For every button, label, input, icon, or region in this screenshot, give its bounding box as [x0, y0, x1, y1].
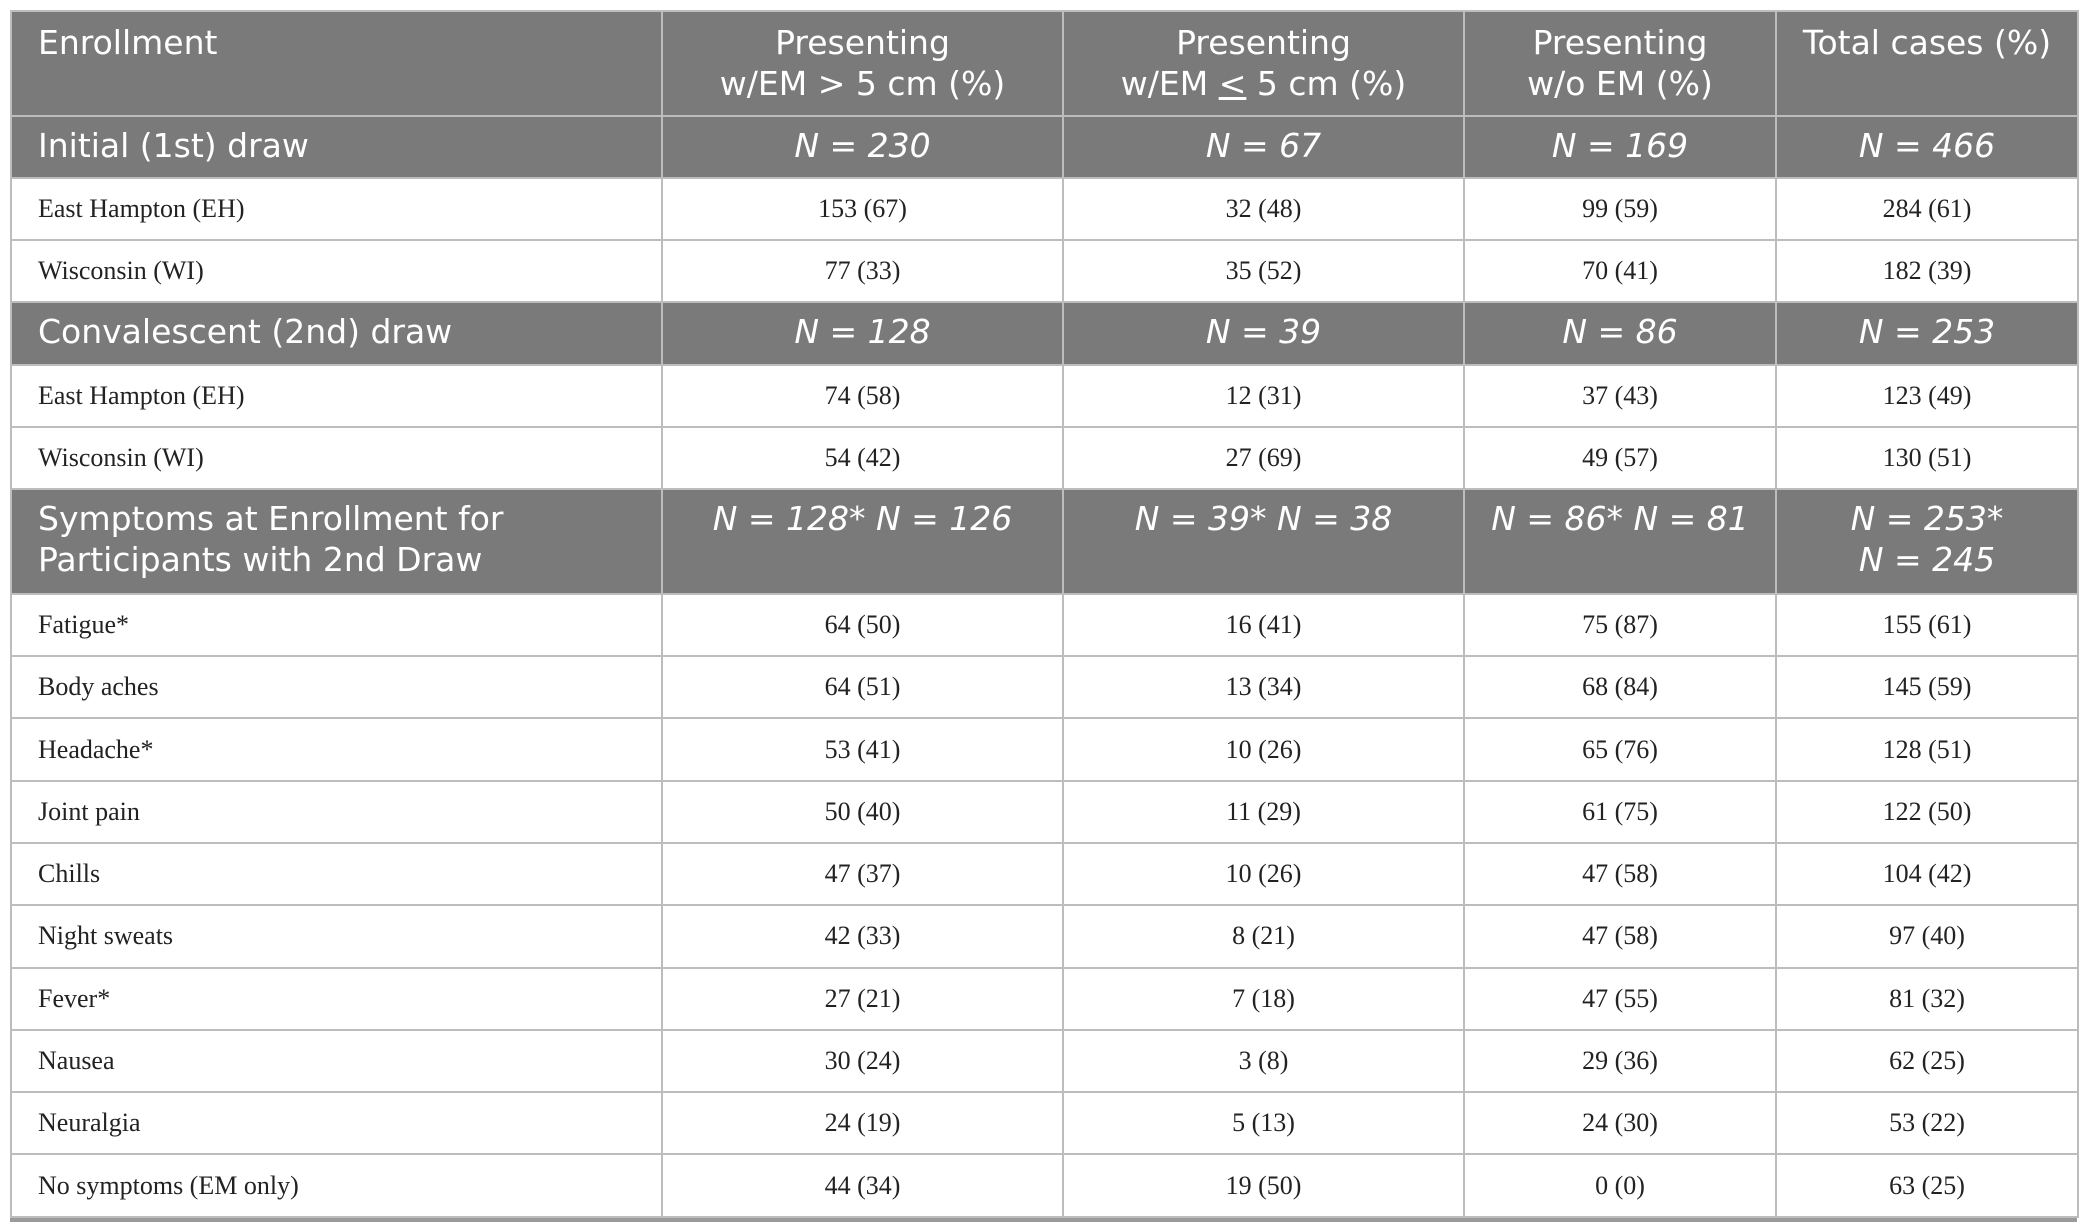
table-row — [11, 1030, 2078, 1092]
header-em-gt-5cm-line1: Presenting — [775, 23, 950, 62]
cell-value: 64 (50) — [662, 594, 1063, 656]
table-row — [11, 656, 2078, 718]
cell-value: 13 (34) — [1063, 656, 1464, 718]
section-label-line2: Participants with 2nd Draw — [38, 540, 483, 580]
cell-value: 68 (84) — [1464, 656, 1776, 718]
section-n-value: N = 39* N = 38 — [1063, 489, 1464, 594]
cell-value: 32 (48) — [1063, 178, 1464, 240]
row-label: Wisconsin (WI) — [11, 427, 662, 489]
header-em-gt-5cm-line2: w/EM > 5 cm (%) — [719, 64, 1006, 103]
cell-value: 10 (26) — [1063, 718, 1464, 780]
section-n-value: N = 230 — [662, 116, 1063, 178]
header-em-le-5cm-pre: w/EM — [1120, 64, 1219, 103]
header-em-le-5cm — [1063, 11, 1464, 116]
cell-value: 49 (57) — [1464, 427, 1776, 489]
row-label: Chills — [11, 843, 662, 905]
row-label: No symptoms (EM only) — [11, 1154, 662, 1217]
cell-value: 54 (42) — [662, 427, 1063, 489]
section-label — [11, 489, 662, 594]
cell-value: 75 (87) — [1464, 594, 1776, 656]
table-row — [11, 781, 2078, 843]
section-label: Convalescent (2nd) draw — [11, 302, 662, 364]
cell-value: 50 (40) — [662, 781, 1063, 843]
cell-value: 10 (26) — [1063, 843, 1464, 905]
cell-value: 104 (42) — [1776, 843, 2078, 905]
row-label: Neuralgia — [11, 1092, 662, 1154]
section-initial-draw — [11, 116, 2078, 178]
cell-value: 81 (32) — [1776, 968, 2078, 1030]
section-n-value-line1: N = 253* — [1850, 499, 2004, 539]
section-n-value: N = 39 — [1063, 302, 1464, 364]
cell-value: 284 (61) — [1776, 178, 2078, 240]
cell-value: 16 (41) — [1063, 594, 1464, 656]
header-em-le-5cm-line2 — [1064, 63, 1463, 104]
cell-value: 11 (29) — [1063, 781, 1464, 843]
cell-value: 130 (51) — [1776, 427, 2078, 489]
section-convalescent-draw — [11, 302, 2078, 364]
cell-value: 70 (41) — [1464, 240, 1776, 302]
section-n-value: N = 466 — [1776, 116, 2078, 178]
header-without-em-line1: Presenting — [1532, 23, 1708, 62]
cell-value: 99 (59) — [1464, 178, 1776, 240]
table-row — [11, 718, 2078, 780]
row-label: Body aches — [11, 656, 662, 718]
section-n-value: N = 128* N = 126 — [662, 489, 1063, 594]
cell-value: 153 (67) — [662, 178, 1063, 240]
cell-value: 182 (39) — [1776, 240, 2078, 302]
section-n-value-line2: N = 245 — [1858, 540, 1996, 580]
section-label: Initial (1st) draw — [11, 116, 662, 178]
cell-value: 63 (25) — [1776, 1154, 2078, 1217]
table-row — [11, 968, 2078, 1030]
row-label: Night sweats — [11, 905, 662, 967]
section-n-value: N = 169 — [1464, 116, 1776, 178]
section-symptoms — [11, 489, 2078, 594]
cell-value: 61 (75) — [1464, 781, 1776, 843]
cell-value: 155 (61) — [1776, 594, 2078, 656]
row-label: Wisconsin (WI) — [11, 240, 662, 302]
row-label: East Hampton (EH) — [11, 365, 662, 427]
section-n-value: N = 253 — [1776, 302, 2078, 364]
row-label: Nausea — [11, 1030, 662, 1092]
table-row — [11, 1092, 2078, 1154]
cell-value: 42 (33) — [662, 905, 1063, 967]
table-row — [11, 365, 2078, 427]
cell-value: 12 (31) — [1063, 365, 1464, 427]
header-total-cases: Total cases (%) — [1776, 11, 2078, 116]
table-bottom-rule — [10, 1218, 2077, 1222]
section-n-value: N = 128 — [662, 302, 1063, 364]
row-label: Joint pain — [11, 781, 662, 843]
cell-value: 30 (24) — [662, 1030, 1063, 1092]
enrollment-table-container — [10, 10, 2077, 1218]
cell-value: 24 (30) — [1464, 1092, 1776, 1154]
cell-value: 65 (76) — [1464, 718, 1776, 780]
header-em-le-5cm-line1: Presenting — [1176, 23, 1351, 62]
header-em-le-5cm-post: 5 cm (%) — [1246, 64, 1407, 103]
header-em-gt-5cm — [662, 11, 1063, 116]
table-row — [11, 594, 2078, 656]
row-label: Fever* — [11, 968, 662, 1030]
cell-value: 77 (33) — [662, 240, 1063, 302]
cell-value: 3 (8) — [1063, 1030, 1464, 1092]
section-n-value: N = 86* N = 81 — [1464, 489, 1776, 594]
cell-value: 44 (34) — [662, 1154, 1063, 1217]
table-row — [11, 843, 2078, 905]
section-label-line1: Symptoms at Enrollment for — [38, 499, 504, 539]
cell-value: 0 (0) — [1464, 1154, 1776, 1217]
table-row — [11, 240, 2078, 302]
table-row — [11, 427, 2078, 489]
enrollment-table — [10, 10, 2079, 1218]
section-n-value: N = 67 — [1063, 116, 1464, 178]
cell-value: 122 (50) — [1776, 781, 2078, 843]
cell-value: 8 (21) — [1063, 905, 1464, 967]
cell-value: 24 (19) — [662, 1092, 1063, 1154]
section-n-value: N = 86 — [1464, 302, 1776, 364]
section-n-value — [1776, 489, 2078, 594]
cell-value: 123 (49) — [1776, 365, 2078, 427]
cell-value: 27 (69) — [1063, 427, 1464, 489]
cell-value: 47 (55) — [1464, 968, 1776, 1030]
cell-value: 145 (59) — [1776, 656, 2078, 718]
cell-value: 47 (58) — [1464, 843, 1776, 905]
cell-value: 27 (21) — [662, 968, 1063, 1030]
table-row — [11, 905, 2078, 967]
header-row — [11, 11, 2078, 116]
cell-value: 7 (18) — [1063, 968, 1464, 1030]
cell-value: 47 (58) — [1464, 905, 1776, 967]
cell-value: 53 (22) — [1776, 1092, 2078, 1154]
cell-value: 35 (52) — [1063, 240, 1464, 302]
table-row — [11, 1154, 2078, 1217]
cell-value: 5 (13) — [1063, 1092, 1464, 1154]
header-without-em — [1464, 11, 1776, 116]
cell-value: 47 (37) — [662, 843, 1063, 905]
row-label: East Hampton (EH) — [11, 178, 662, 240]
cell-value: 74 (58) — [662, 365, 1063, 427]
cell-value: 53 (41) — [662, 718, 1063, 780]
table-row — [11, 178, 2078, 240]
header-enrollment: Enrollment — [11, 11, 662, 116]
cell-value: 62 (25) — [1776, 1030, 2078, 1092]
cell-value: 128 (51) — [1776, 718, 2078, 780]
header-em-le-symbol: < — [1218, 64, 1247, 103]
cell-value: 19 (50) — [1063, 1154, 1464, 1217]
row-label: Fatigue* — [11, 594, 662, 656]
row-label: Headache* — [11, 718, 662, 780]
cell-value: 64 (51) — [662, 656, 1063, 718]
cell-value: 37 (43) — [1464, 365, 1776, 427]
header-without-em-line2: w/o EM (%) — [1527, 64, 1713, 103]
cell-value: 97 (40) — [1776, 905, 2078, 967]
cell-value: 29 (36) — [1464, 1030, 1776, 1092]
